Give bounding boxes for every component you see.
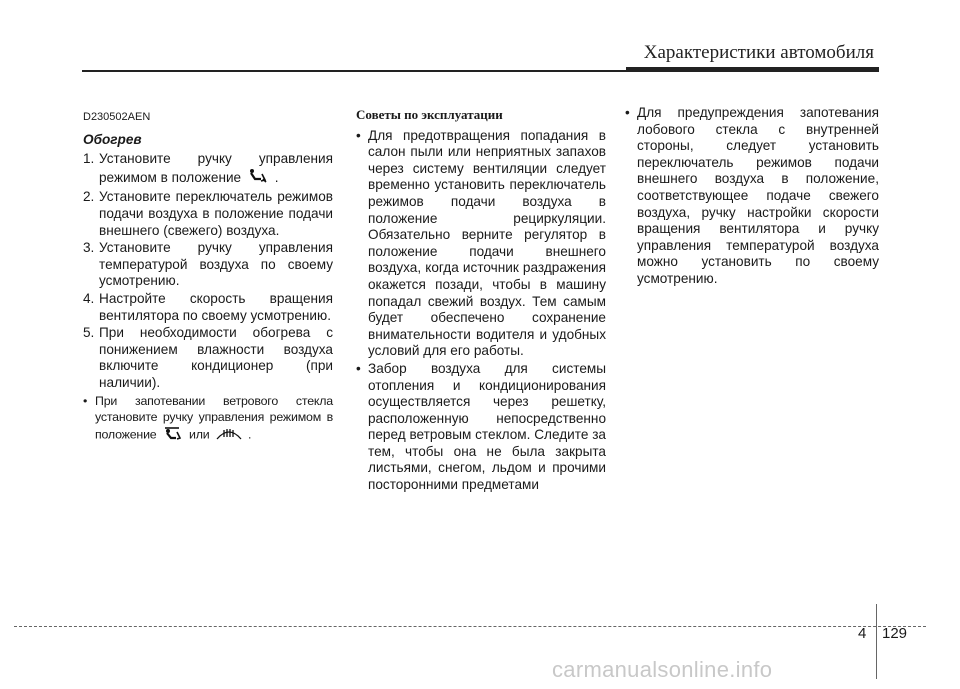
column-tips: [356, 105, 606, 495]
step-5: [83, 325, 333, 391]
step-1: 1. Установите ручку управления режимом в положение .: [83, 151, 333, 188]
section-code: D230502AEN: [83, 111, 151, 123]
tip-bullet-2: [356, 361, 606, 494]
defog-bullet: • При запотевании ветрового стекла установите ручку управления режимом в положение или .: [83, 393, 333, 445]
bullet-mark: •: [356, 127, 361, 143]
fog-bullet-1: [625, 105, 879, 288]
section-title-tips: Советы по эксплуатации: [356, 107, 503, 122]
step-number: 2.: [83, 189, 95, 205]
column-heating: [83, 105, 333, 446]
step-text: При необходимости обогрева с понижением влажности воздуха включите кондиционер (при наличии).: [99, 325, 333, 390]
tip-bullet-1: [356, 128, 606, 360]
defrost-icon: [216, 425, 242, 445]
step-text: Установите переключатель режимов подачи воздуха в положение подачи внешнего (свежего) воздуха.: [99, 189, 333, 238]
footer-divider: [876, 604, 877, 679]
bullet-mark: •: [625, 105, 630, 120]
bullet-text: Для предотвращения попадания в салон пыли или неприятных запахов через систему вентиляции следует временно установить переключатель режимов подачи воздуха в положение рециркуляции. Обязательно верните регулятор в положение подачи внешнего воздуха, когда источник раздражения окажется позади, чтобы в машину попадал свежий воздух. Тем самым будет обеспечено сохранение внимательности водителя и удобных условий для его работы.: [368, 127, 606, 359]
step-text: Установите ручку управления режимом в положение: [99, 151, 333, 185]
header-rule: [82, 70, 879, 72]
footer-rule: [14, 626, 926, 627]
step-number: 5.: [83, 325, 95, 341]
page-number: 129: [882, 625, 908, 642]
watermark: carmanualsonline.info: [552, 657, 773, 682]
bullet-text: При запотевании ветрового стекла установите ручку управления режимом в положение: [95, 393, 333, 441]
floor-defrost-mode-icon: [163, 425, 183, 445]
section-title-heating: Обогрев: [83, 131, 142, 147]
bullet-text: Для предупреждения запотевания лобового стекла с внутренней стороны, следует установить переключатель режимов подачи внешнего воздуха в положение, соответствующее подаче свежего воздуха, ручку настройки скорости вращения вентилятора и ручку управления температурой воздуха можно установить по своему усмотрению.: [637, 105, 879, 286]
chapter-number: 4: [858, 625, 867, 642]
bullet-mark: •: [356, 360, 361, 376]
page-header-title: Характеристики автомобиля: [643, 42, 874, 63]
floor-mode-icon: [248, 168, 268, 189]
bullet-text: Забор воздуха для системы отопления и кондиционирования осуществляется через решетку, расположенную непосредственно перед ветровым стеклом. Следите за тем, чтобы она не была закрыта листьями, снегом, льдом и прочими посторонними предметами: [368, 360, 606, 493]
bullet-mark: •: [83, 393, 88, 408]
step-text: Установите ручку управления температурой воздуха по своему усмотрению.: [99, 240, 333, 289]
step-number: 4.: [83, 290, 95, 306]
step-text: Настройте скорость вращения вентилятора по своему усмотрению.: [99, 290, 333, 323]
column-fog-prevention: [625, 105, 879, 289]
step-number: 1.: [83, 151, 95, 167]
step-2: [83, 189, 333, 239]
step-3: [83, 240, 333, 290]
step-number: 3.: [83, 240, 95, 256]
step-4: [83, 291, 333, 324]
